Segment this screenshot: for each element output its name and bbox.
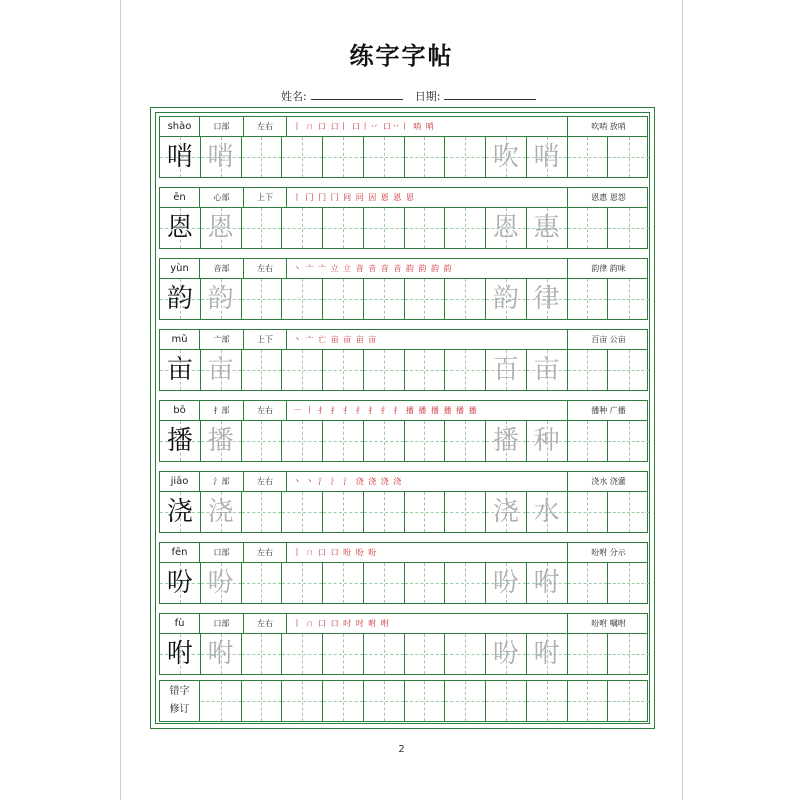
word-character: 百 <box>492 355 519 385</box>
writing-box[interactable] <box>405 137 446 177</box>
writing-box[interactable] <box>201 137 242 177</box>
structure-label: 左右 <box>244 259 287 279</box>
writing-box[interactable] <box>568 421 609 461</box>
writing-box[interactable] <box>568 350 609 390</box>
block-header <box>160 330 647 350</box>
writing-box[interactable] <box>527 350 568 390</box>
writing-box[interactable] <box>486 350 527 390</box>
word-character: 韵 <box>492 284 519 314</box>
stroke-order: 丨 ㄇ 口 口丨 口丨丷 口丷丨 哨 哨 <box>287 117 568 137</box>
correction-row <box>159 680 648 722</box>
writing-box[interactable] <box>282 350 323 390</box>
writing-box[interactable] <box>486 492 527 532</box>
writing-box[interactable] <box>486 208 527 248</box>
writing-box[interactable] <box>282 421 323 461</box>
writing-box[interactable] <box>608 137 649 177</box>
writing-box[interactable] <box>323 563 364 603</box>
writing-box[interactable] <box>608 492 649 532</box>
writing-box[interactable] <box>568 492 609 532</box>
correction-box[interactable] <box>405 681 446 721</box>
writing-box[interactable] <box>160 279 201 319</box>
writing-box[interactable] <box>242 492 283 532</box>
writing-box[interactable] <box>405 208 446 248</box>
model-character: 哨 <box>166 142 193 172</box>
writing-box[interactable] <box>527 634 568 674</box>
example-words: 恩惠 恩怨 <box>591 193 626 202</box>
block-header <box>160 188 647 208</box>
writing-box[interactable] <box>608 208 649 248</box>
writing-box[interactable] <box>445 279 486 319</box>
writing-box[interactable] <box>445 350 486 390</box>
example-words: 吹哨 放哨 <box>591 122 626 131</box>
writing-box[interactable] <box>445 137 486 177</box>
writing-box[interactable] <box>323 137 364 177</box>
block-header <box>160 614 647 634</box>
model-character: 亩 <box>166 355 193 385</box>
character-block <box>159 471 648 533</box>
writing-box[interactable] <box>160 563 201 603</box>
writing-box[interactable] <box>160 137 201 177</box>
pinyin-label: shào <box>160 117 200 137</box>
writing-box[interactable] <box>527 279 568 319</box>
writing-box[interactable] <box>527 421 568 461</box>
writing-box[interactable] <box>242 634 283 674</box>
word-character: 哨 <box>533 142 560 172</box>
writing-box[interactable] <box>201 350 242 390</box>
writing-box[interactable] <box>201 279 242 319</box>
page-title: 练字字帖 <box>349 41 454 70</box>
correction-box[interactable] <box>527 681 568 721</box>
writing-box[interactable] <box>608 634 649 674</box>
correction-box[interactable] <box>445 681 486 721</box>
writing-box[interactable] <box>242 421 283 461</box>
writing-box[interactable] <box>323 634 364 674</box>
pinyin-label: mǔ <box>160 330 200 350</box>
student-info <box>281 88 548 104</box>
writing-box[interactable] <box>201 421 242 461</box>
writing-box[interactable] <box>160 492 201 532</box>
writing-box[interactable] <box>486 137 527 177</box>
word-character: 吹 <box>492 142 519 172</box>
writing-box[interactable] <box>445 563 486 603</box>
writing-box[interactable] <box>282 634 323 674</box>
writing-box[interactable] <box>282 208 323 248</box>
block-header <box>160 117 647 137</box>
correction-box[interactable] <box>242 681 283 721</box>
word-character: 咐 <box>533 568 560 598</box>
writing-box[interactable] <box>527 492 568 532</box>
correction-box[interactable] <box>568 681 609 721</box>
block-header <box>160 472 647 492</box>
structure-label: 左右 <box>244 401 287 421</box>
correction-box[interactable] <box>364 681 405 721</box>
model-character: 咐 <box>166 639 193 669</box>
pinyin-label: fēn <box>160 543 200 563</box>
writing-box[interactable] <box>486 563 527 603</box>
name-label: 姓名: <box>281 90 307 103</box>
practice-grid <box>160 563 647 603</box>
writing-box[interactable] <box>445 634 486 674</box>
writing-box[interactable] <box>568 137 609 177</box>
practice-grid <box>160 137 647 177</box>
writing-box[interactable] <box>323 350 364 390</box>
writing-box[interactable] <box>364 279 405 319</box>
block-header <box>160 401 647 421</box>
writing-box[interactable] <box>486 421 527 461</box>
block-header <box>160 543 647 563</box>
writing-box[interactable] <box>527 208 568 248</box>
word-character: 亩 <box>533 355 560 385</box>
writing-box[interactable] <box>323 421 364 461</box>
writing-box[interactable] <box>568 208 609 248</box>
writing-box[interactable] <box>282 137 323 177</box>
writing-box[interactable] <box>445 492 486 532</box>
writing-box[interactable] <box>160 208 201 248</box>
writing-box[interactable] <box>568 563 609 603</box>
writing-box[interactable] <box>323 279 364 319</box>
model-character: 韵 <box>166 284 193 314</box>
correction-box[interactable] <box>201 681 242 721</box>
trace-character: 哨 <box>207 142 234 172</box>
block-header <box>160 259 647 279</box>
character-block <box>159 542 648 604</box>
writing-box[interactable] <box>364 208 405 248</box>
model-character: 浇 <box>166 497 193 527</box>
writing-box[interactable] <box>364 137 405 177</box>
page-number: 2 <box>398 744 405 755</box>
correction-label <box>160 681 200 721</box>
practice-sheet <box>150 107 655 729</box>
word-character: 惠 <box>533 213 560 243</box>
writing-box[interactable] <box>527 137 568 177</box>
word-character: 恩 <box>492 213 519 243</box>
date-line[interactable] <box>444 90 536 100</box>
trace-character: 亩 <box>207 355 234 385</box>
writing-box[interactable] <box>486 634 527 674</box>
writing-box[interactable] <box>323 492 364 532</box>
writing-box[interactable] <box>201 208 242 248</box>
word-character: 律 <box>533 284 560 314</box>
correction-label-line-2: 修订 <box>169 704 190 715</box>
writing-box[interactable] <box>364 492 405 532</box>
writing-box[interactable] <box>608 350 649 390</box>
writing-box[interactable] <box>201 563 242 603</box>
structure-label: 上下 <box>244 188 287 208</box>
structure-label: 左右 <box>244 614 287 634</box>
correction-box[interactable] <box>486 681 527 721</box>
stroke-order: 丨 ㄇ 口 口 吋 吋 咐 咐 <box>287 614 568 634</box>
stroke-order: 丶 亠 亠 立 立 音 音 音 音 韵 韵 韵 韵 <box>287 259 568 279</box>
structure-label: 左右 <box>244 543 287 563</box>
model-character: 恩 <box>166 213 193 243</box>
model-character: 吩 <box>166 568 193 598</box>
writing-box[interactable] <box>323 208 364 248</box>
writing-box[interactable] <box>282 492 323 532</box>
trace-character: 浇 <box>207 497 234 527</box>
pinyin-label: yùn <box>160 259 200 279</box>
trace-character: 恩 <box>207 213 234 243</box>
stroke-order: 丨 冂 冂 冂 冋 冋 因 恩 恩 恩 <box>287 188 568 208</box>
example-words: 百亩 公亩 <box>591 335 626 344</box>
trace-character: 吩 <box>207 568 234 598</box>
word-character: 浇 <box>492 497 519 527</box>
stroke-order: 丨 ㄇ 口 口 吩 吩 吩 <box>287 543 568 563</box>
structure-label: 左右 <box>244 472 287 492</box>
correction-box[interactable] <box>323 681 364 721</box>
character-block <box>159 329 648 391</box>
character-block <box>159 116 648 178</box>
character-block <box>159 258 648 320</box>
writing-box[interactable] <box>445 421 486 461</box>
radical-label: 口部 <box>200 614 244 634</box>
trace-character: 咐 <box>207 639 234 669</box>
writing-box[interactable] <box>405 421 446 461</box>
radical-label: 口部 <box>200 543 244 563</box>
correction-label-line-1: 错字 <box>169 686 190 697</box>
writing-box[interactable] <box>608 279 649 319</box>
word-character: 吩 <box>492 568 519 598</box>
practice-grid <box>160 421 647 461</box>
writing-box[interactable] <box>201 634 242 674</box>
word-character: 水 <box>533 497 560 527</box>
writing-box[interactable] <box>364 350 405 390</box>
stroke-order: 丶 亠 亡 亩 亩 亩 亩 <box>287 330 568 350</box>
correction-box[interactable] <box>282 681 323 721</box>
example-words: 吩咐 嘱咐 <box>591 619 626 628</box>
writing-box[interactable] <box>364 421 405 461</box>
writing-box[interactable] <box>201 492 242 532</box>
date-label: 日期: <box>414 90 441 103</box>
correction-grid <box>160 681 647 721</box>
writing-box[interactable] <box>242 350 283 390</box>
writing-box[interactable] <box>445 208 486 248</box>
radical-label: 心部 <box>200 188 244 208</box>
radical-label: 音部 <box>200 259 244 279</box>
writing-box[interactable] <box>405 279 446 319</box>
practice-grid <box>160 350 647 390</box>
pinyin-label: fù <box>160 614 200 634</box>
writing-box[interactable] <box>160 350 201 390</box>
correction-box[interactable] <box>608 681 649 721</box>
writing-box[interactable] <box>568 634 609 674</box>
pinyin-label: bō <box>160 401 200 421</box>
writing-box[interactable] <box>282 563 323 603</box>
word-character: 吩 <box>492 639 519 669</box>
writing-box[interactable] <box>242 279 283 319</box>
practice-grid <box>160 279 647 319</box>
practice-grid <box>160 634 647 674</box>
character-block <box>159 400 648 462</box>
writing-box[interactable] <box>160 421 201 461</box>
example-words: 吩咐 分示 <box>591 548 626 557</box>
writing-box[interactable] <box>282 279 323 319</box>
writing-box[interactable] <box>160 634 201 674</box>
word-character: 种 <box>533 426 560 456</box>
pinyin-label: ēn <box>160 188 200 208</box>
writing-box[interactable] <box>405 492 446 532</box>
example-words: 浇水 浇灌 <box>591 477 626 486</box>
stroke-order: 一 丨 扌 扌 扌 扌 扌 扌 扌 播 播 播 播 播 播 <box>287 401 568 421</box>
practice-grid <box>160 208 647 248</box>
example-words: 韵律 韵味 <box>591 264 626 273</box>
character-block <box>159 613 648 675</box>
structure-label: 上下 <box>244 330 287 350</box>
model-character: 播 <box>166 426 193 456</box>
radical-label: 扌部 <box>200 401 244 421</box>
writing-box[interactable] <box>405 563 446 603</box>
pinyin-label: jiāo <box>160 472 200 492</box>
structure-label: 左右 <box>244 117 287 137</box>
writing-box[interactable] <box>608 563 649 603</box>
writing-box[interactable] <box>364 563 405 603</box>
writing-box[interactable] <box>242 137 283 177</box>
radical-label: 氵部 <box>200 472 244 492</box>
stroke-order: 丶 丶 氵 氵 氵 浇 浇 浇 浇 <box>287 472 568 492</box>
trace-character: 播 <box>207 426 234 456</box>
radical-label: 口部 <box>200 117 244 137</box>
writing-box[interactable] <box>242 563 283 603</box>
word-character: 播 <box>492 426 519 456</box>
writing-box[interactable] <box>486 279 527 319</box>
example-words: 播种 广播 <box>591 406 626 415</box>
writing-box[interactable] <box>364 634 405 674</box>
writing-box[interactable] <box>568 279 609 319</box>
writing-box[interactable] <box>242 208 283 248</box>
character-block <box>159 187 648 249</box>
name-line[interactable] <box>311 90 403 100</box>
word-character: 咐 <box>533 639 560 669</box>
writing-box[interactable] <box>405 350 446 390</box>
writing-box[interactable] <box>405 634 446 674</box>
practice-grid <box>160 492 647 532</box>
writing-box[interactable] <box>527 563 568 603</box>
writing-box[interactable] <box>608 421 649 461</box>
radical-label: 亠部 <box>200 330 244 350</box>
trace-character: 韵 <box>207 284 234 314</box>
